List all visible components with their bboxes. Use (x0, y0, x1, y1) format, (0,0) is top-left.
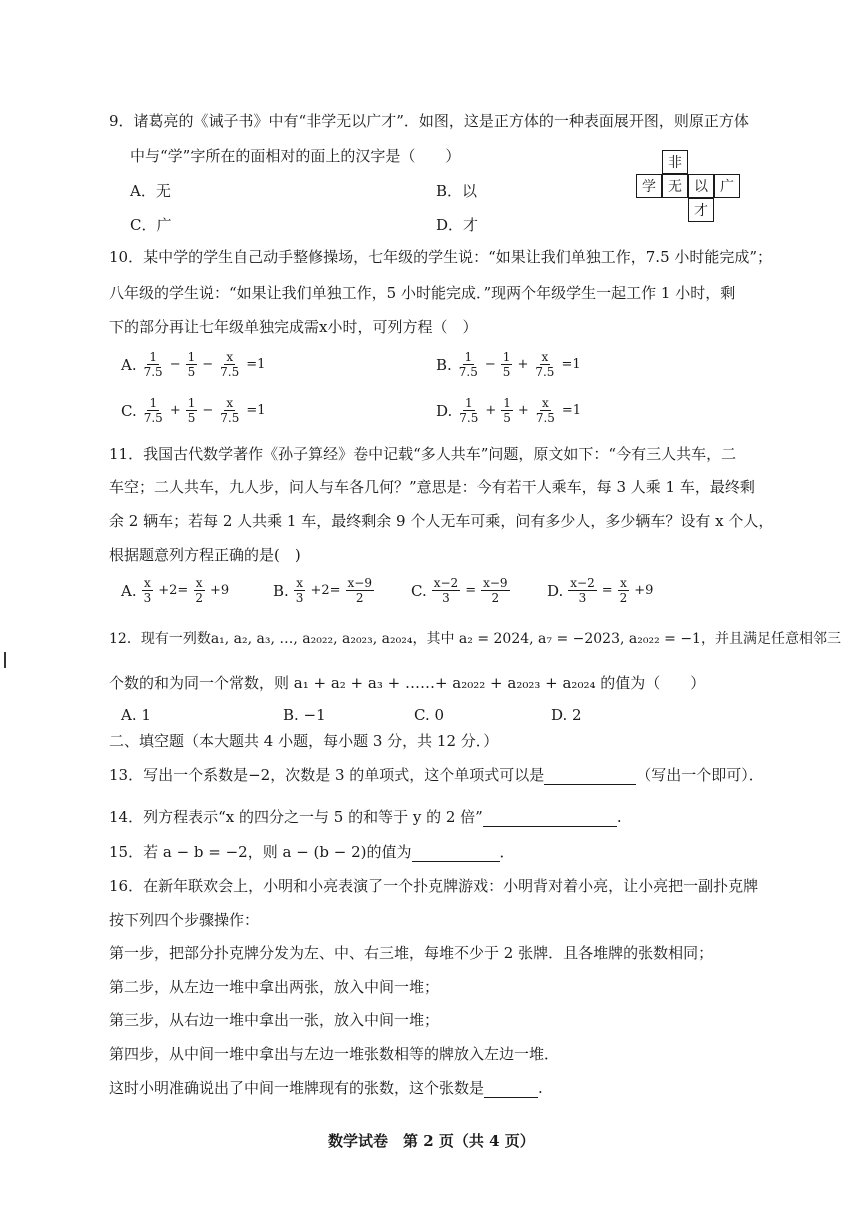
option-label: D. (436, 401, 453, 420)
denominator: 7.5 (458, 365, 478, 379)
q9-line1: 9．诸葛亮的《诫子书》中有“非学无以广才”．如图，这是正方体的一种表面展开图，则原正方体 (109, 112, 749, 130)
q10-line2: 八年级的学生说：“如果让我们单独工作，5 小时能完成．”现两个年级学生一起工作 1 小时，剩 (109, 284, 736, 302)
q10-line3: 下的部分再让七年级单独完成需x小时，可列方程（ ） (109, 318, 478, 336)
option-label: C. (121, 401, 137, 420)
fraction (193, 576, 205, 605)
fraction (142, 576, 154, 605)
q14-end: . (616, 808, 622, 826)
numerator: 1 (464, 396, 473, 410)
q16-last (109, 1077, 543, 1098)
fraction (346, 576, 374, 605)
q9-line2: 中与“学”字所在的面相对的面上的汉字是（ ） (130, 147, 461, 165)
q13-hint: （写出一个即可）． (636, 766, 764, 784)
operator: + (169, 403, 181, 418)
equals: =1 (561, 403, 582, 418)
q11-line3: 余 2 辆车；若每 2 人共乘 1 车，最终剩余 9 个人无车可乘，问有多少人，多少辆车？设有 x 个人， (109, 512, 774, 530)
q11-line1: 11．我国古代数学著作《孙子算经》卷中记载“多人共车”问题，原文如下：“今有三人共车，二 (109, 445, 737, 463)
numerator: x (620, 576, 627, 590)
fraction (218, 350, 241, 379)
denominator: 3 (442, 591, 450, 605)
fraction (186, 396, 198, 425)
numerator: x (226, 350, 234, 364)
option-label: B. (273, 581, 289, 600)
page-footer: 数学试卷 第 2 页（共 4 页） (328, 1132, 535, 1150)
denominator: 7.5 (459, 411, 479, 425)
q13-text: 13．写出一个系数是−2，次数是 3 的单项式，这个单项式可以是 (109, 766, 545, 784)
q12-option-d: D. 2 (551, 706, 582, 724)
q12-option-a: A. 1 (121, 706, 151, 724)
numerator: x (541, 396, 549, 410)
operator: + (485, 403, 497, 418)
denominator: 7.5 (535, 411, 555, 425)
q15-end: ． (499, 843, 515, 861)
fraction (294, 576, 306, 605)
fraction (457, 396, 480, 425)
answer-blank[interactable] (544, 766, 636, 785)
q14-text: 14．列方程表示“x 的四分之一与 5 的和等于 y 的 2 倍” (109, 808, 483, 826)
numerator: x (541, 350, 549, 364)
fraction (186, 350, 198, 379)
q12-option-b: B. −1 (283, 706, 326, 724)
answer-blank[interactable] (483, 808, 617, 827)
fraction (568, 576, 596, 605)
denominator: 3 (295, 591, 304, 605)
fraction (501, 350, 513, 379)
margin-mark (4, 652, 6, 668)
net-cell-3: 以 (688, 174, 714, 198)
q16-line1: 16．在新年联欢会上，小明和小亮表演了一个扑克牌游戏：小明背对着小亮，让小亮把一副扑克牌 (109, 877, 759, 895)
q16-step4: 第四步，从中间一堆中拿出与左边一堆张数相等的牌放入左边一堆． (109, 1045, 560, 1063)
fraction (501, 396, 513, 425)
numerator: 1 (149, 396, 158, 410)
q10-option-a (121, 350, 265, 379)
q16-step2: 第二步，从左边一堆中拿出两张，放入中间一堆； (109, 978, 440, 996)
fraction (618, 576, 630, 605)
operator: − (169, 357, 181, 372)
q11-option-d (547, 576, 653, 605)
q11-line2: 车空；二人共车，九人步，问人与车各几何？”意思是：今有若干人乘车，每 3 人乘 1 车，最终剩 (109, 478, 755, 496)
denominator: 2 (619, 591, 628, 605)
numerator: x−2 (570, 576, 595, 590)
operator: +9 (209, 583, 230, 598)
numerator: 1 (187, 396, 196, 410)
q9-option-c: C．广 (130, 216, 172, 234)
denominator: 7.5 (220, 411, 240, 425)
q16-last-text: 这时小明准确说出了中间一堆牌现有的张数，这个张数是 (109, 1079, 485, 1097)
option-label: B. (436, 355, 452, 374)
q16-line2: 按下列四个步骤操作： (109, 911, 260, 929)
q10-option-d (436, 396, 581, 425)
fraction (457, 350, 480, 379)
denominator: 5 (187, 365, 196, 379)
operator: +2= (158, 583, 189, 598)
fraction (534, 396, 557, 425)
answer-blank[interactable] (412, 843, 500, 862)
denominator: 3 (578, 591, 587, 605)
q14 (109, 806, 622, 827)
net-cell-1: 学 (636, 174, 662, 198)
fraction (218, 396, 241, 425)
numerator: 1 (187, 350, 196, 364)
q11-option-a (121, 576, 229, 605)
numerator: x (296, 576, 303, 590)
option-label: D. (547, 581, 564, 600)
section-heading: 二、填空题（本大题共 4 小题，每小题 3 分，共 12 分．） (109, 732, 499, 750)
net-cell-top: 非 (662, 150, 688, 174)
denominator: 7.5 (143, 411, 163, 425)
q11-option-b (273, 576, 379, 605)
q15-text: 15．若 a − b = −2，则 a − (b − 2)的值为 (109, 843, 412, 861)
q10-line1: 10．某中学的学生自己动手整修操场，七年级的学生说：“如果让我们单独工作，7.5 小时能完成”； (109, 248, 773, 266)
denominator: 5 (187, 411, 196, 425)
numerator: 1 (464, 350, 473, 364)
q12-line1: 12．现有一列数a₁, a₂, a₃, …, a₂₀₂₂, a₂₀₂₃, a₂₀₂₄，其中 a₂ = 2024, a₇ = −2023, a₂₀₂₂ = −1，并且满足任意相邻三 (109, 631, 841, 647)
operator: = (601, 583, 613, 598)
numerator: x (144, 576, 151, 590)
operator: − (202, 403, 214, 418)
denominator: 2 (491, 591, 500, 605)
q9-option-a: A．无 (130, 182, 171, 200)
numerator: x (226, 396, 234, 410)
fraction (142, 396, 165, 425)
net-cell-2: 无 (662, 174, 688, 198)
q10-option-b (436, 350, 581, 379)
fraction (533, 350, 556, 379)
operator: = (465, 583, 477, 598)
denominator: 7.5 (143, 365, 163, 379)
denominator: 2 (195, 591, 203, 605)
numerator: 1 (149, 350, 157, 364)
option-label: A. (121, 581, 137, 600)
operator: +2= (310, 583, 341, 598)
q13 (109, 764, 764, 785)
q10-option-c (121, 396, 266, 425)
denominator: 3 (143, 591, 152, 605)
operator: − (202, 357, 214, 372)
denominator: 7.5 (220, 365, 240, 379)
fraction (432, 576, 460, 605)
numerator: 1 (502, 350, 511, 364)
numerator: x−9 (347, 576, 372, 590)
q12-option-c: C. 0 (414, 706, 445, 724)
option-label: C. (411, 581, 427, 600)
option-label: A. (121, 355, 137, 374)
q9-option-d: D．才 (436, 216, 479, 234)
q11-option-c (411, 576, 515, 605)
q16-end: . (538, 1079, 543, 1097)
net-cell-4: 广 (714, 174, 740, 198)
denominator: 5 (502, 365, 511, 379)
operator: + (517, 403, 529, 418)
equals: =1 (561, 357, 581, 372)
numerator: x−9 (483, 576, 508, 590)
denominator: 2 (355, 591, 364, 605)
q12-line2: 个数的和为同一个常数，则 a₁ + a₂ + a₃ + ……+ a₂₀₂₂ + a₂₀₂₃ + a₂₀₂₄ 的值为（ ） (109, 674, 706, 692)
q11-line4: 根据题意列方程正确的是( ) (109, 546, 301, 564)
fraction (142, 350, 165, 379)
q15 (109, 841, 515, 862)
net-cell-bottom: 才 (688, 198, 714, 222)
operator: + (517, 357, 529, 372)
operator: − (484, 357, 496, 372)
equals: =1 (246, 403, 266, 418)
q16-step1: 第一步，把部分扑克牌分发为左、中、右三堆，每堆不少于 2 张牌．且各堆牌的张数相同； (109, 944, 714, 962)
denominator: 5 (503, 411, 511, 425)
denominator: 7.5 (535, 365, 555, 379)
numerator: x (195, 576, 203, 590)
answer-blank[interactable] (484, 1079, 538, 1098)
q9-option-b: B．以 (436, 182, 478, 200)
numerator: 1 (503, 396, 511, 410)
numerator: x−2 (433, 576, 459, 590)
operator: +9 (634, 583, 654, 598)
equals: =1 (246, 357, 266, 372)
q16-step3: 第三步，从右边一堆中拿出一张，放入中间一堆； (109, 1011, 440, 1029)
fraction (481, 576, 509, 605)
